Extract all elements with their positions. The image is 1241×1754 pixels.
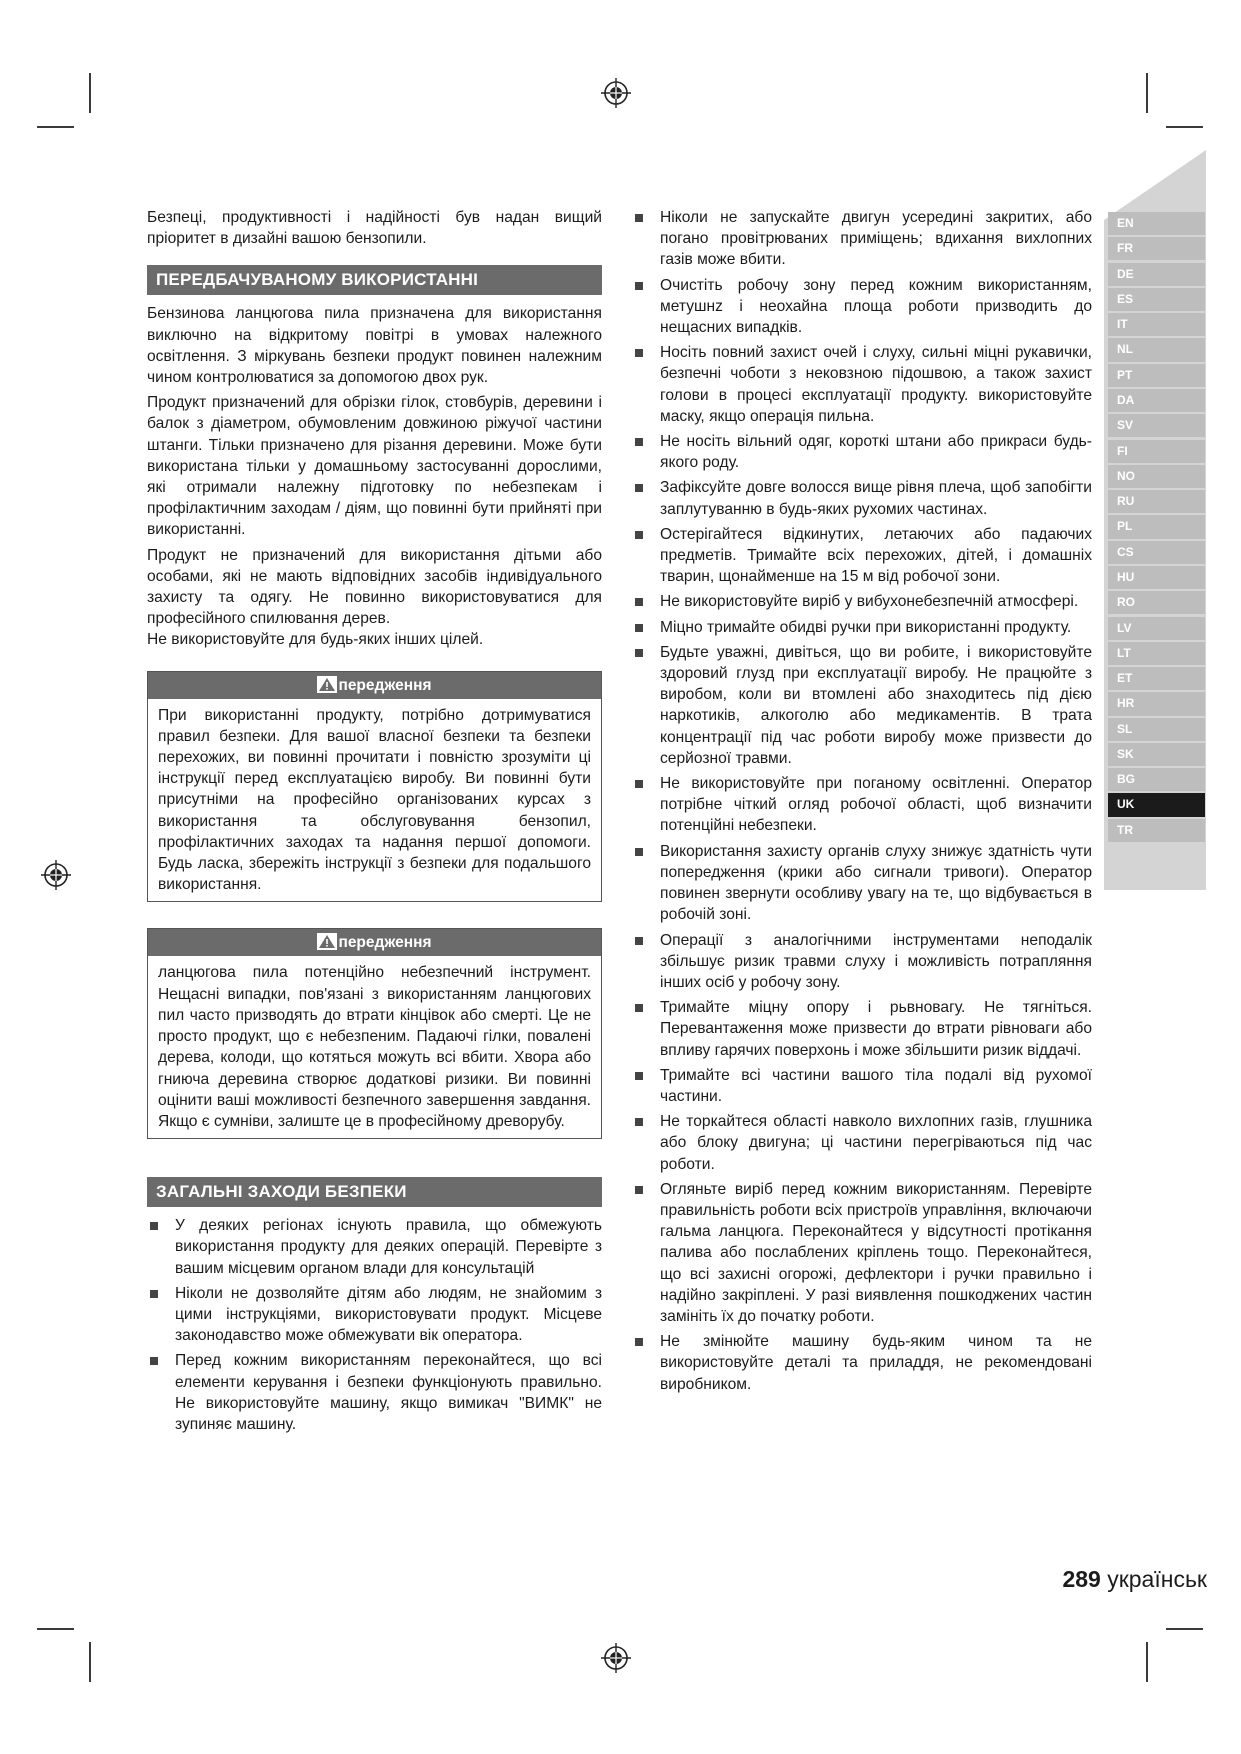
bullet-square-icon: [635, 1118, 643, 1126]
registration-mark-icon: [41, 860, 71, 890]
language-tabs: [1108, 212, 1205, 844]
language-tab-ru[interactable]: RU: [1108, 490, 1205, 513]
warning-box: [147, 928, 602, 1139]
list-item-text: Операції з аналогічними інструментами неподалік збільшує ризик травми слуху і можливість потрапляння інших осіб у робочу зону.: [660, 931, 1092, 991]
list-item-text: У деяких регіонах існують правила, що обмежують використання продукту для деяких операцій. Перевірте з вашим місцевим органом влади для консультацій: [175, 1217, 602, 1277]
list-item: [147, 1283, 602, 1347]
list-item-text: Не використовуйте при поганому освітленні. Оператор потрібне чіткий огляд робочої області, щоб визначити потенційні небезпеки.: [660, 775, 1092, 835]
bullet-square-icon: [635, 1338, 643, 1346]
intended-use-paragraph: Продукт не призначений для використання дітьми або особами, які не мають відповідних засобів індивідуального захисту та одягу. Не повинно використовуватися для професійного спилювання дерев.: [147, 546, 602, 628]
bullet-square-icon: [635, 282, 643, 290]
list-item: [632, 591, 1092, 612]
language-tab-pt[interactable]: PT: [1108, 364, 1205, 387]
language-tab-lt[interactable]: LT: [1108, 642, 1205, 665]
language-tab-da[interactable]: DA: [1108, 389, 1205, 412]
bullet-square-icon: [635, 349, 643, 357]
warning-title-text: передження: [338, 934, 432, 952]
general-safety-list: [147, 1215, 602, 1435]
page-number: 289: [1062, 1566, 1101, 1592]
crop-mark: [89, 73, 91, 113]
list-item: [632, 1179, 1092, 1327]
list-item-text: Остерігайтеся відкинутих, летаючих або падаючих предметів. Тримайте всіх перехожих, дітей, і домашніх тварин, щонайменше на 15 м від робочої зони.: [660, 525, 1092, 586]
language-tab-sk[interactable]: SK: [1108, 743, 1205, 766]
crop-mark: [1166, 126, 1203, 128]
list-item-text: Очистіть робочу зону перед кожним використанням, метушнz і неохайна площа роботи призводить до нещасних випадків.: [660, 276, 1092, 337]
warning-triangle-icon: [317, 675, 337, 693]
warning-triangle-icon: [317, 932, 337, 950]
intended-use-paragraph: Продукт призначений для обрізки гілок, стовбурів, деревини і балок з діаметром, обумовленим довжиною ріжучої частини штанги. Тільки призначено для різання деревини. Може бути використана тільки у домашньому застосуванні дорослими, які отримали належну підготовку по небезпекам і профілактичним заходам / діям, що повинні бути прийняті при використанні.: [147, 394, 602, 539]
language-tab-uk[interactable]: UK: [1108, 793, 1205, 816]
list-item: [632, 1111, 1092, 1175]
bullet-square-icon: [635, 937, 643, 945]
list-item-text: Не носіть вільний одяг, короткі штани або прикраси будь-якого роду.: [660, 433, 1092, 472]
bullet-square-icon: [635, 484, 643, 492]
language-tab-it[interactable]: IT: [1108, 313, 1205, 336]
bullet-square-icon: [150, 1290, 158, 1298]
list-item: [632, 275, 1092, 339]
list-item: [632, 477, 1092, 519]
warning-title: [148, 929, 601, 956]
crop-mark: [1166, 1628, 1203, 1630]
registration-mark-icon: [601, 78, 631, 108]
language-tab-fi[interactable]: FI: [1108, 440, 1205, 463]
language-tab-ro[interactable]: RO: [1108, 591, 1205, 614]
list-item: [147, 1215, 602, 1279]
footer-language: українськ: [1107, 1566, 1207, 1592]
list-item: [632, 342, 1092, 427]
bullet-square-icon: [635, 624, 643, 632]
list-item-text: Зафіксуйте довге волосся вище рівня плеча, щоб запобігти заплутуванню в будь-яких рухомих частинах.: [660, 479, 1092, 518]
warning-box: [147, 671, 602, 903]
bullet-square-icon: [635, 1004, 643, 1012]
crop-mark: [1146, 1642, 1148, 1682]
language-tab-en[interactable]: EN: [1108, 212, 1205, 235]
list-item: [632, 997, 1092, 1061]
list-item: [632, 1331, 1092, 1395]
bullet-square-icon: [635, 848, 643, 856]
bullet-square-icon: [150, 1222, 158, 1230]
language-tab-et[interactable]: ET: [1108, 667, 1205, 690]
intended-use-paragraph: Не використовуйте для будь-яких інших цілей.: [147, 631, 484, 649]
safety-list: [632, 207, 1092, 1395]
list-item-text: Будьте уважні, дивіться, що ви робите, і використовуйте здоровий глузд при експлуатації виробу. Не працюйте з виробом, коли ви втомлені або знаходитесь під дією наркотиків, алкоголю або медикаментів. В трата концентрації під час роботи виробу може призвести до серйозної травми.: [660, 643, 1092, 767]
list-item-text: Огляньте виріб перед кожним використанням. Перевірте правильність роботи всіх пристроїв управління, включаючи гальма ланцюга. Переконайтеся у відсутності протікання палива або послаблених кріплень тощо. Переконайтеся, що всі захисні огорожі, дефлектори і ручки правильно і надійно закріплені. У разі виявлення пошкоджених частин замініть їх до початку роботи.: [660, 1180, 1092, 1325]
bullet-square-icon: [150, 1357, 158, 1365]
list-item-text: Ніколи не запускайте двигун усередині закритих, або погано провітрюваних приміщень; вдихання вихлопних газів може вбити.: [660, 209, 1092, 269]
list-item-text: Не змінюйте машину будь-яким чином та не використовуйте деталі та приладдя, не рекомендовані виробником.: [660, 1333, 1092, 1393]
right-column: [632, 207, 1092, 1399]
left-column: [147, 207, 602, 1439]
language-tab-hr[interactable]: HR: [1108, 692, 1205, 715]
section-title-general-safety: ЗАГАЛЬНІ ЗАХОДИ БЕЗПЕКИ: [147, 1177, 602, 1207]
language-tab-fr[interactable]: FR: [1108, 237, 1205, 260]
list-item: [632, 1065, 1092, 1107]
bullet-square-icon: [635, 438, 643, 446]
language-tab-no[interactable]: NO: [1108, 465, 1205, 488]
language-tab-lv[interactable]: LV: [1108, 617, 1205, 640]
list-item-text: Перед кожним використанням переконайтеся, що всі елементи керування і безпеки функціонують правильно. Не використовуйте машину, якщо вимикач "ВИМК" не зупиняє машину.: [175, 1352, 602, 1433]
bullet-square-icon: [635, 780, 643, 788]
crop-mark: [89, 1642, 91, 1682]
intro-paragraph: Безпеці, продуктивності і надійності був надан вищий пріоритет в дизайні вашою бензопили.: [147, 209, 602, 248]
language-tab-sv[interactable]: SV: [1108, 414, 1205, 437]
registration-mark-icon: [601, 1643, 631, 1673]
list-item-text: Не використовуйте виріб у вибухонебезпечній атмосфері.: [660, 593, 1079, 611]
bullet-square-icon: [635, 1186, 643, 1194]
warning-title-text: передження: [338, 676, 432, 694]
bullet-square-icon: [635, 1072, 643, 1080]
language-tab-nl[interactable]: NL: [1108, 338, 1205, 361]
bullet-square-icon: [635, 649, 643, 657]
list-item: [632, 642, 1092, 769]
language-tab-tr[interactable]: TR: [1108, 819, 1205, 842]
list-item: [632, 841, 1092, 926]
bullet-square-icon: [635, 531, 643, 539]
language-tab-hu[interactable]: HU: [1108, 566, 1205, 589]
language-tab-de[interactable]: DE: [1108, 263, 1205, 286]
language-tab-es[interactable]: ES: [1108, 288, 1205, 311]
list-item: [632, 524, 1092, 588]
warning-text: При використанні продукту, потрібно дотримуватися правил безпеки. Для вашої власної безпеки та безпеки перехожих, ви повинні прочитати і повністю зрозуміти ці інструкції перед експлуатацією виробу. Ви повинні бути присутніми на професійно організованих курсах з використання та обслуговування бензопил, профілактичних заходах та надання першої допомоги. Будь ласка, збережіть інструкції з безпеки для подальшого використання.: [158, 706, 591, 894]
warning-text: ланцюгова пила потенційно небезпечний інструмент. Нещасні випадки, пов'язані з використанням ланцюгових пил часто призводять до втрати кінцівок або смерті. Це не просто продукт, що є небезпеним. Падаючі гілки, повалені дерева, колоди, що котяться можуть всі вбити. Хвора або гниюча деревина створює додаткові ризики. Ви повинні оцінити ваші можливості безпечного завершення завдання. Якщо є сумніви, залиште це в професійному древорубу.: [158, 964, 591, 1130]
language-tab-bg[interactable]: BG: [1108, 768, 1205, 791]
page-footer: [1062, 1566, 1207, 1593]
list-item: [632, 207, 1092, 271]
crop-mark: [1146, 73, 1148, 113]
list-item: [632, 930, 1092, 994]
language-tab-pl[interactable]: PL: [1108, 515, 1205, 538]
section-title-intended-use: ПЕРЕДБАЧУВАНОМУ ВИКОРИСТАННІ: [147, 265, 602, 295]
intended-use-paragraph: Бензинова ланцюгова пила призначена для використання виключно на відкритому повітрі в умовах належного освітлення. З міркувань безпеки продукт повинен належним чином контролюватися за допомогою двох рук.: [147, 305, 602, 387]
list-item: [632, 431, 1092, 473]
list-item-text: Використання захисту органів слуху знижує здатність чути попередження (крики або сигнали тривоги). Оператор повинен звернути особливу увагу на те, що відбувається в робочій зоні.: [660, 842, 1092, 924]
crop-mark: [37, 126, 74, 128]
language-tab-sl[interactable]: SL: [1108, 718, 1205, 741]
list-item-text: Носіть повний захист очей і слуху, сильні міцні рукавички, безпечні чоботи з нековзною підошвою, а також захист голови в процесі експлуатації продукту. використовуйте маску, якщо операція пильна.: [660, 344, 1092, 425]
list-item-text: Тримайте всі частини вашого тіла подалі від рухомої частини.: [660, 1066, 1092, 1105]
warning-title: [148, 672, 601, 699]
list-item: [632, 617, 1092, 638]
list-item: [632, 773, 1092, 837]
list-item-text: Міцно тримайте обидві ручки при використанні продукту.: [660, 618, 1072, 636]
list-item-text: Не торкайтеся області навколо вихлопних газів, глушника або блоку двигуна; ці частини перегріваються під час роботи.: [660, 1113, 1092, 1173]
crop-mark: [37, 1628, 74, 1630]
list-item-text: Ніколи не дозволяйте дітям або людям, не знайомим з цими інструкціями, використовувати продукт. Місцеве законодавство може обмежувати вік оператора.: [175, 1284, 602, 1345]
bullet-square-icon: [635, 598, 643, 606]
list-item-text: Тримайте міцну опору і рьвновагу. Не тягніться. Перевантаження може призвести до втрати рівноваги або впливу гарячих поверхонь і може збільшити ризик віддачі.: [660, 999, 1092, 1059]
list-item: [147, 1350, 602, 1435]
bullet-square-icon: [635, 214, 643, 222]
language-tab-cs[interactable]: CS: [1108, 541, 1205, 564]
